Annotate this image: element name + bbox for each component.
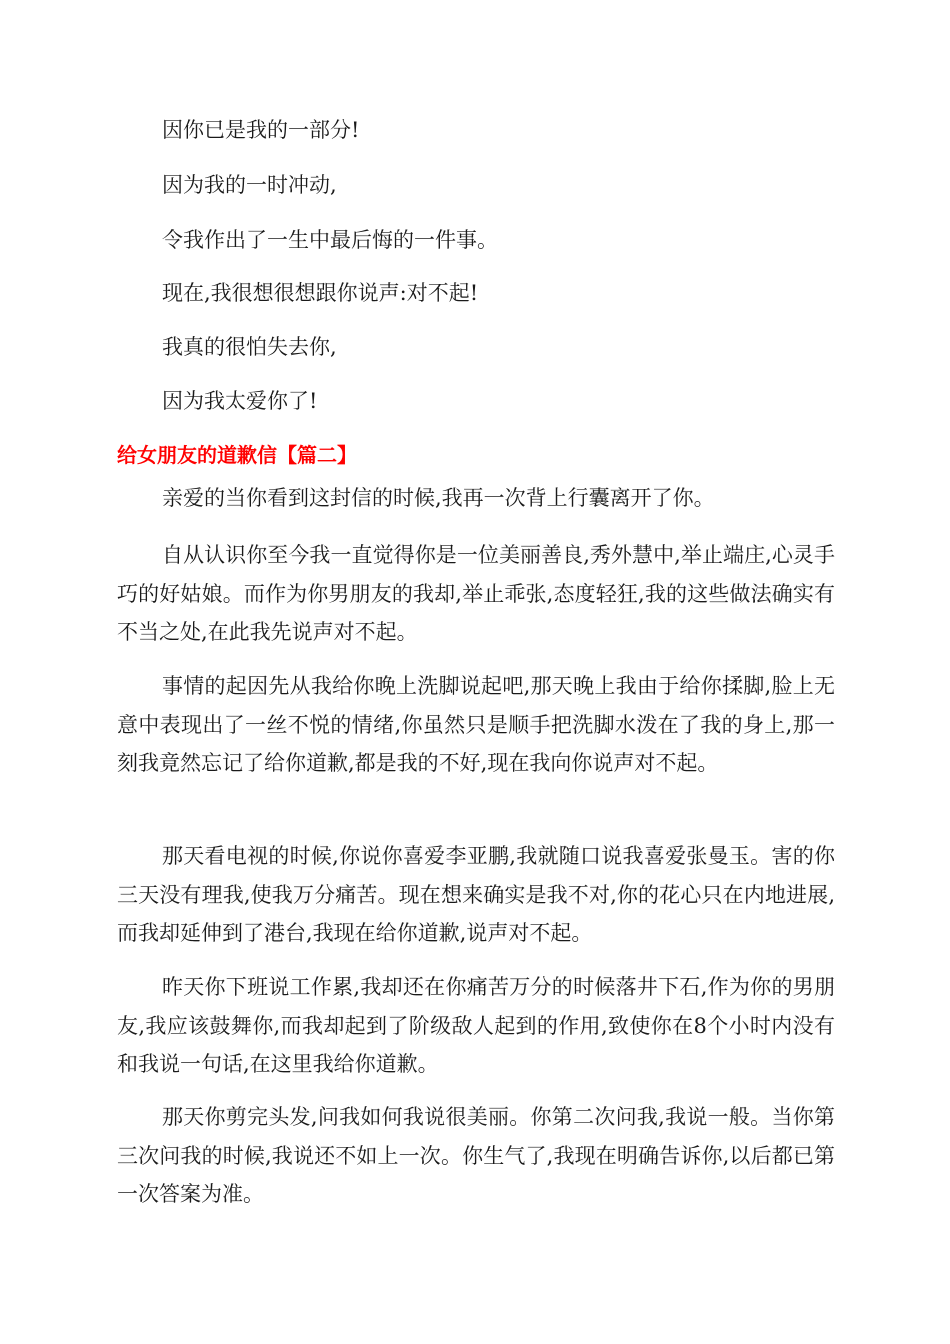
paragraph: 昨天你下班说工作累,我却还在你痛苦万分的时候落井下石,作为你的男朋友,我应该鼓舞你,而我却起到了阶级敌人起到的作用,致使你在8个小时内没有和我说一句话,在这里我给你道歉。 [117,975,835,1076]
section-heading: 给女朋友的道歉信【篇二】 [117,443,357,467]
poem-line: 令我作出了一生中最后悔的一件事。 [162,228,498,252]
paragraph: 自从认识你至今我一直觉得你是一位美丽善良,秀外慧中,举止端庄,心灵手巧的好姑娘。而作为你男朋友的我却,举止乖张,态度轻狂,我的这些做法确实有不当之处,在此我先说声对不起。 [117,543,835,644]
poem-line: 我真的很怕失去你, [162,335,337,359]
paragraph: 那天你剪完头发,问我如何我说很美丽。你第二次问我,我说一般。当你第三次问我的时候,我说还不如上一次。你生气了,我现在明确告诉你,以后都已第一次答案为准。 [117,1105,835,1206]
poem-line: 因你已是我的一部分! [162,118,360,142]
paragraph: 那天看电视的时候,你说你喜爱李亚鹏,我就随口说我喜爱张曼玉。害的你三天没有理我,使我万分痛苦。现在想来确实是我不对,你的花心只在内地进展,而我却延伸到了港台,我现在给你道歉,说声对不起。 [117,844,835,945]
poem-line: 因为我的一时冲动, [162,173,337,197]
paragraph: 亲爱的当你看到这封信的时候,我再一次背上行囊离开了你。 [162,486,715,510]
paragraph: 事情的起因先从我给你晚上洗脚说起吧,那天晚上我由于给你揉脚,脸上无意中表现出了一丝不悦的情绪,你虽然只是顺手把洗脚水泼在了我的身上,那一刻我竟然忘记了给你道歉,都是我的不好,现在我向你说声对不起。 [117,674,835,775]
poem-line: 因为我太爱你了! [162,389,318,413]
poem-line: 现在,我很想很想跟你说声:对不起! [162,281,479,305]
